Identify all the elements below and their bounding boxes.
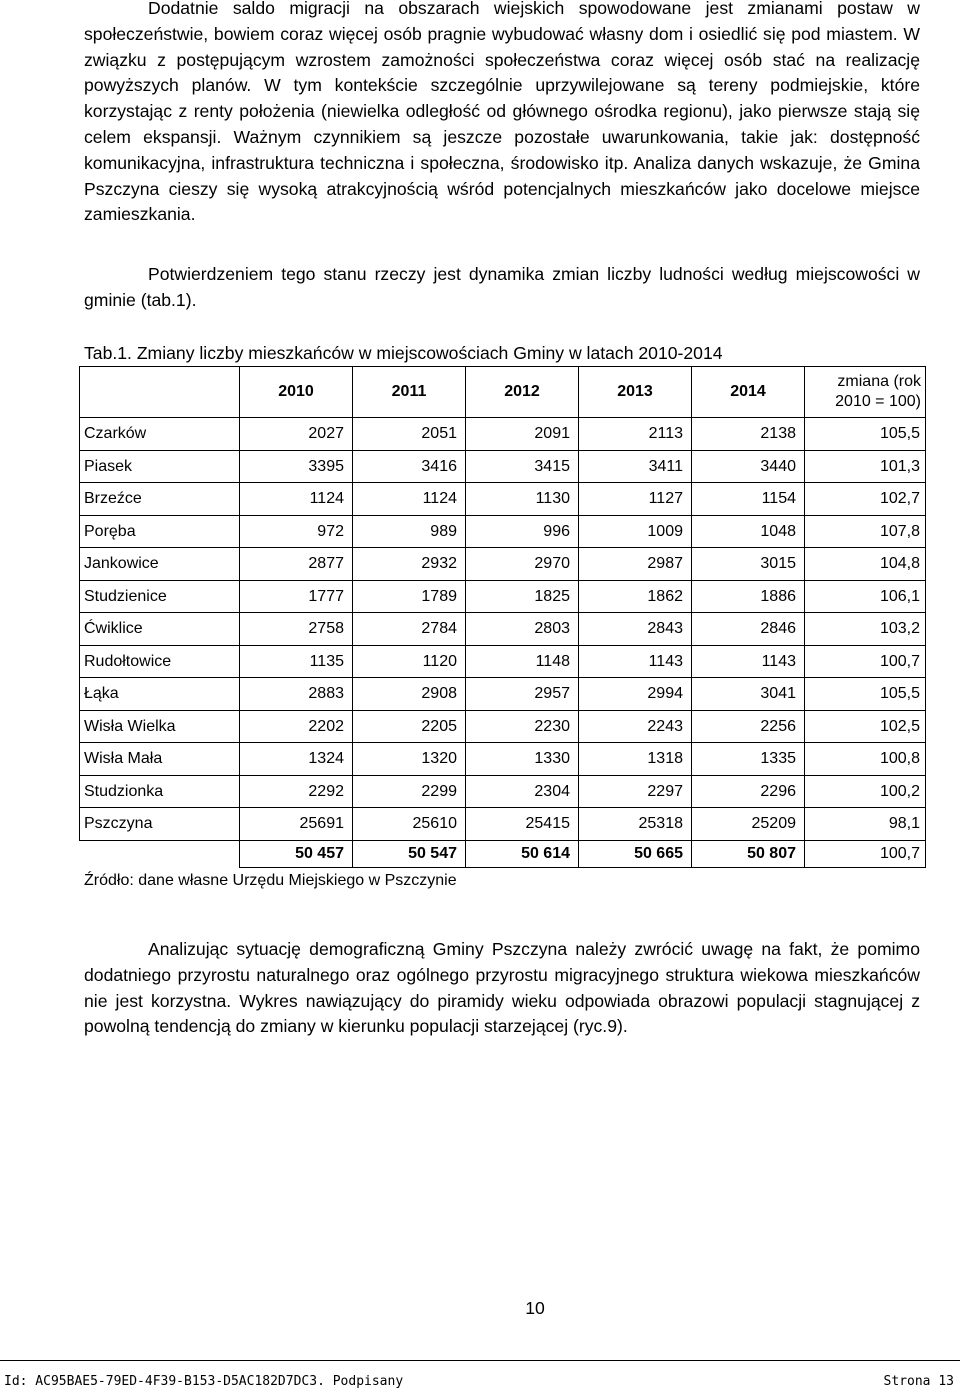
population-cell: 1330 [466, 743, 579, 776]
locality-name: Ćwiklice [80, 613, 240, 646]
header-year-2014: 2014 [692, 367, 805, 418]
table-row [80, 613, 926, 646]
header-change: zmiana (rok 2010 = 100) [805, 367, 926, 418]
change-index-cell: 105,5 [805, 418, 926, 451]
paragraph-dynamics-intro-text: Potwierdzeniem tego stanu rzeczy jest dynamika zmian liczby ludności według miejscowości w gminie (tab.1). [84, 264, 920, 310]
population-cell: 2957 [466, 678, 579, 711]
change-index-cell: 104,8 [805, 548, 926, 581]
locality-name: Pszczyna [80, 808, 240, 841]
population-cell: 1148 [466, 645, 579, 678]
change-index-cell: 105,5 [805, 678, 926, 711]
population-cell: 2027 [240, 418, 353, 451]
locality-name: Wisła Wielka [80, 710, 240, 743]
population-cell: 2843 [579, 613, 692, 646]
population-cell: 3041 [692, 678, 805, 711]
population-cell: 2932 [353, 548, 466, 581]
table-row [80, 645, 926, 678]
paragraph-migration [84, 0, 920, 228]
locality-name: Jankowice [80, 548, 240, 581]
population-cell: 2987 [579, 548, 692, 581]
population-cell: 1130 [466, 483, 579, 516]
locality-name: Studzionka [80, 775, 240, 808]
table-row [80, 418, 926, 451]
population-table [79, 366, 926, 868]
table-row [80, 548, 926, 581]
population-cell: 2994 [579, 678, 692, 711]
population-cell: 25318 [579, 808, 692, 841]
change-index-cell: 100,2 [805, 775, 926, 808]
locality-name: Brzeźce [80, 483, 240, 516]
population-cell: 3015 [692, 548, 805, 581]
table-row [80, 743, 926, 776]
population-cell: 2296 [692, 775, 805, 808]
population-cell: 2297 [579, 775, 692, 808]
footer-page-label: Strona 13 [883, 1374, 954, 1389]
table-row [80, 483, 926, 516]
header-year-2012: 2012 [466, 367, 579, 418]
population-cell: 1886 [692, 580, 805, 613]
locality-name: Poręba [80, 515, 240, 548]
population-cell: 1127 [579, 483, 692, 516]
population-cell: 2299 [353, 775, 466, 808]
population-cell: 2784 [353, 613, 466, 646]
change-index-cell: 100,7 [805, 645, 926, 678]
population-cell: 1124 [353, 483, 466, 516]
signature-footer [0, 1360, 960, 1392]
change-index-cell: 98,1 [805, 808, 926, 841]
population-cell: 1862 [579, 580, 692, 613]
change-index-cell: 102,7 [805, 483, 926, 516]
population-cell: 1789 [353, 580, 466, 613]
population-cell: 1825 [466, 580, 579, 613]
total-population-cell: 50 457 [240, 840, 353, 867]
population-cell: 25691 [240, 808, 353, 841]
header-year-2010: 2010 [240, 367, 353, 418]
population-cell: 3416 [353, 450, 466, 483]
change-index-cell: 103,2 [805, 613, 926, 646]
population-cell: 1124 [240, 483, 353, 516]
total-population-cell: 50 547 [353, 840, 466, 867]
header-year-2013: 2013 [579, 367, 692, 418]
total-change-index-cell: 100,7 [805, 840, 926, 867]
population-cell: 3395 [240, 450, 353, 483]
population-cell: 1335 [692, 743, 805, 776]
paragraph-demographic-analysis-text: Analizując sytuację demograficzną Gminy Pszczyna należy zwrócić uwagę na fakt, że pomimo dodatniego przyrostu naturalnego oraz ogólnego przyrostu migracyjnego struktura wiekowa mieszkańców nie jest korzystna. Wykres nawiązujący do piramidy wieku odpowiada obrazowi populacji stagnującej z powolną tendencją do zmiany w kierunku populacji starzejącej (ryc.9). [84, 939, 920, 1037]
table-row [80, 450, 926, 483]
document-id: Id: AC95BAE5-79ED-4F39-B153-D5AC182D7DC3. Podpisany [4, 1374, 404, 1389]
population-cell: 2113 [579, 418, 692, 451]
population-cell: 2877 [240, 548, 353, 581]
population-cell: 1320 [353, 743, 466, 776]
table-source: Źródło: dane własne Urzędu Miejskiego w Pszczynie [84, 872, 457, 889]
locality-name: Piasek [80, 450, 240, 483]
population-cell: 1048 [692, 515, 805, 548]
paragraph-demographic-analysis [84, 937, 920, 1040]
total-label-blank [80, 840, 240, 867]
population-cell: 989 [353, 515, 466, 548]
population-cell: 1143 [692, 645, 805, 678]
population-cell: 2803 [466, 613, 579, 646]
population-cell: 3411 [579, 450, 692, 483]
population-cell: 1777 [240, 580, 353, 613]
population-cell: 1135 [240, 645, 353, 678]
page-number: 10 [525, 1298, 545, 1318]
population-cell: 1318 [579, 743, 692, 776]
population-cell: 3440 [692, 450, 805, 483]
total-population-cell: 50 807 [692, 840, 805, 867]
table-body [80, 418, 926, 868]
table-row [80, 515, 926, 548]
population-cell: 2758 [240, 613, 353, 646]
paragraph-dynamics-intro [84, 262, 920, 314]
table-header-row [80, 367, 926, 418]
change-index-cell: 101,3 [805, 450, 926, 483]
table-total-row [80, 840, 926, 867]
table-row [80, 580, 926, 613]
population-cell: 2202 [240, 710, 353, 743]
locality-name: Studzienice [80, 580, 240, 613]
population-cell: 2256 [692, 710, 805, 743]
change-index-cell: 100,8 [805, 743, 926, 776]
population-cell: 2908 [353, 678, 466, 711]
population-cell: 2051 [353, 418, 466, 451]
table-row [80, 775, 926, 808]
paragraph-migration-text: Dodatnie saldo migracji na obszarach wiejskich spowodowane jest zmianami postaw w społeczeństwie, bowiem coraz więcej osób pragnie wybudować własny dom i osiedlić się pod miastem. W związku z postępującym wzrostem zamożności społeczeństwa coraz więcej osób stać na realizację powyższych planów. W tym kontekście szczególnie uprzywilejowane są tereny podmiejskie, które korzystając z renty położenia (niewielka odległość od głównego ośrodka regionu), jako pierwsze stają się celem ekspansji. Ważnym czynnikiem są jeszcze pozostałe uwarunkowania, takie jak: dostępność komunikacyjna, infrastruktura techniczna i społeczna, środowisko itp. Analiza danych wskazuje, że Gmina Pszczyna cieszy się wysoką atrakcyjnością wśród potencjalnych mieszkańców jako docelowe miejsce zamieszkania. [84, 0, 920, 225]
locality-name: Wisła Mała [80, 743, 240, 776]
population-cell: 1143 [579, 645, 692, 678]
population-cell: 2292 [240, 775, 353, 808]
table-caption: Tab.1. Zmiany liczby mieszkańców w miejscowościach Gminy w latach 2010-2014 [84, 343, 723, 363]
population-cell: 2205 [353, 710, 466, 743]
population-cell: 25415 [466, 808, 579, 841]
locality-name: Rudołtowice [80, 645, 240, 678]
population-cell: 25209 [692, 808, 805, 841]
change-index-cell: 102,5 [805, 710, 926, 743]
header-year-2011: 2011 [353, 367, 466, 418]
header-blank-cell [80, 367, 240, 418]
locality-name: Łąka [80, 678, 240, 711]
population-cell: 2230 [466, 710, 579, 743]
population-cell: 1154 [692, 483, 805, 516]
population-cell: 972 [240, 515, 353, 548]
population-cell: 25610 [353, 808, 466, 841]
population-cell: 1324 [240, 743, 353, 776]
population-cell: 2243 [579, 710, 692, 743]
table-row [80, 678, 926, 711]
population-cell: 1120 [353, 645, 466, 678]
population-cell: 2091 [466, 418, 579, 451]
change-index-cell: 107,8 [805, 515, 926, 548]
table-row [80, 808, 926, 841]
population-cell: 2883 [240, 678, 353, 711]
population-cell: 2970 [466, 548, 579, 581]
total-population-cell: 50 665 [579, 840, 692, 867]
table-row [80, 710, 926, 743]
population-cell: 2138 [692, 418, 805, 451]
population-cell: 2304 [466, 775, 579, 808]
population-cell: 3415 [466, 450, 579, 483]
locality-name: Czarków [80, 418, 240, 451]
population-cell: 996 [466, 515, 579, 548]
population-cell: 1009 [579, 515, 692, 548]
change-index-cell: 106,1 [805, 580, 926, 613]
total-population-cell: 50 614 [466, 840, 579, 867]
population-cell: 2846 [692, 613, 805, 646]
